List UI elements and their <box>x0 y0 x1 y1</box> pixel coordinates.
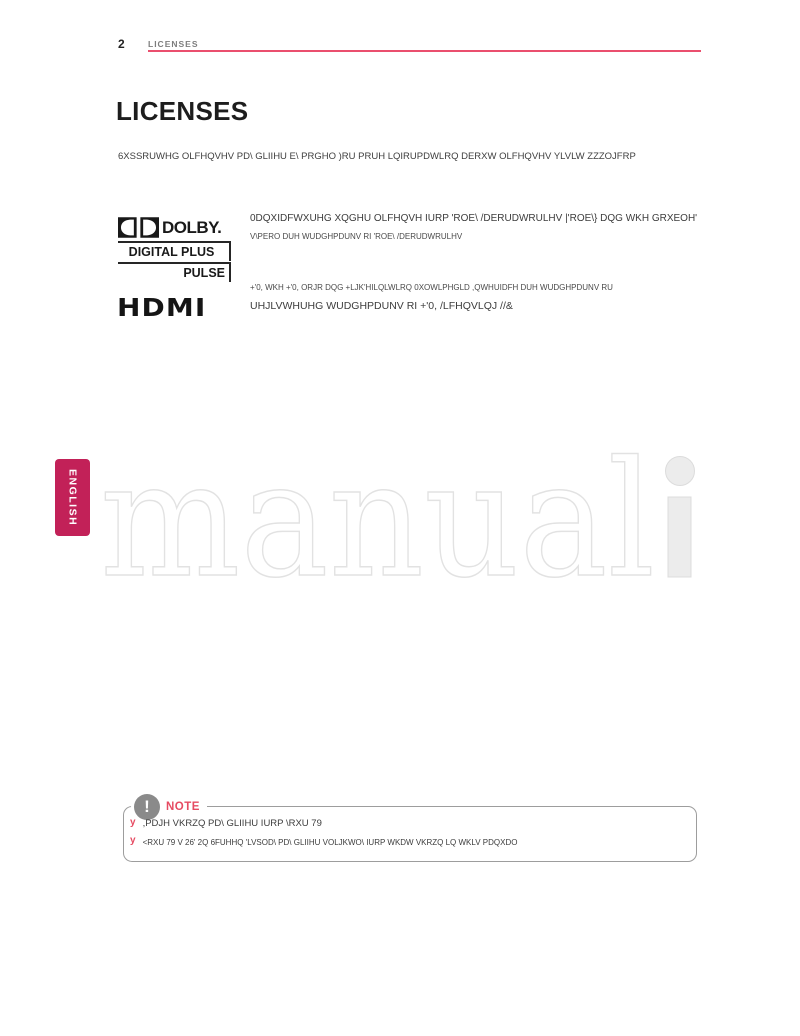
language-tab-label: ENGLISH <box>66 468 79 527</box>
dolby-pulse-label: PULSE <box>118 262 231 282</box>
manualslib-watermark <box>95 445 735 595</box>
dolby-wordmark: DOLBY. <box>162 217 222 237</box>
dolby-digital-plus-label: DIGITAL PLUS <box>118 241 231 261</box>
exclamation-circle-icon: ! <box>134 794 160 820</box>
note-list-item <box>130 835 517 848</box>
header-accent-rule <box>148 50 701 52</box>
page-title: LICENSES <box>116 96 249 126</box>
language-tab-english <box>55 459 90 536</box>
running-header: LICENSES <box>148 39 199 49</box>
hdmi-license-text-line1: +'0, WKH +'0, ORJR DQG +LJK'HILQLWLRQ 0XOWLPHGLD ,QWHUIDFH DUH WUDGHPDUNV RU <box>250 283 613 292</box>
note-label: NOTE <box>160 801 207 813</box>
page-number: 2 <box>118 37 125 51</box>
note-bullet-glyph: y <box>130 817 136 828</box>
hdmi-license-text-line2: UHJLVWHUHG WUDGHPDUNV RI +'0, /LFHQVLQJ //& <box>250 300 513 312</box>
dolby-license-text-line1: 0DQXIDFWXUHG XQGHU OLFHQVH IURP 'ROE\ /DERUDWRULHV |'ROE\} DQG WKH GRXEOH' <box>250 213 698 224</box>
watermark-i <box>666 457 695 578</box>
hdmi-logo: HDMI <box>117 293 207 322</box>
dolby-double-d-icon <box>118 217 159 238</box>
watermark-text: manual <box>100 445 655 595</box>
intro-paragraph: 6XSSRUWHG OLFHQVHV PD\ GLIIHU E\ PRGHO )RU PRUH LQIRUPDWLRQ DERXW OLFHQVHV YLVLW ZZZOJFRP <box>118 151 636 162</box>
dolby-digital-plus-pulse-logo <box>118 217 231 282</box>
dolby-license-text-line2: V\PERO DUH WUDGHPDUNV RI 'ROE\ /DERUDWRULHV <box>250 232 463 241</box>
note-item-text: ,PDJH VKRZQ PD\ GLIIHU IURP \RXU 79 <box>142 818 322 829</box>
note-box <box>123 806 697 862</box>
note-item-text: <RXU 79 V 26' 2Q 6FUHHQ 'LVSOD\ PD\ GLIIHU VOLJKWO\ IURP WKDW VKRZQ LQ WKLV PDQXDO <box>142 838 518 847</box>
note-list-item <box>130 817 322 830</box>
note-bullet-glyph: y <box>130 835 136 846</box>
